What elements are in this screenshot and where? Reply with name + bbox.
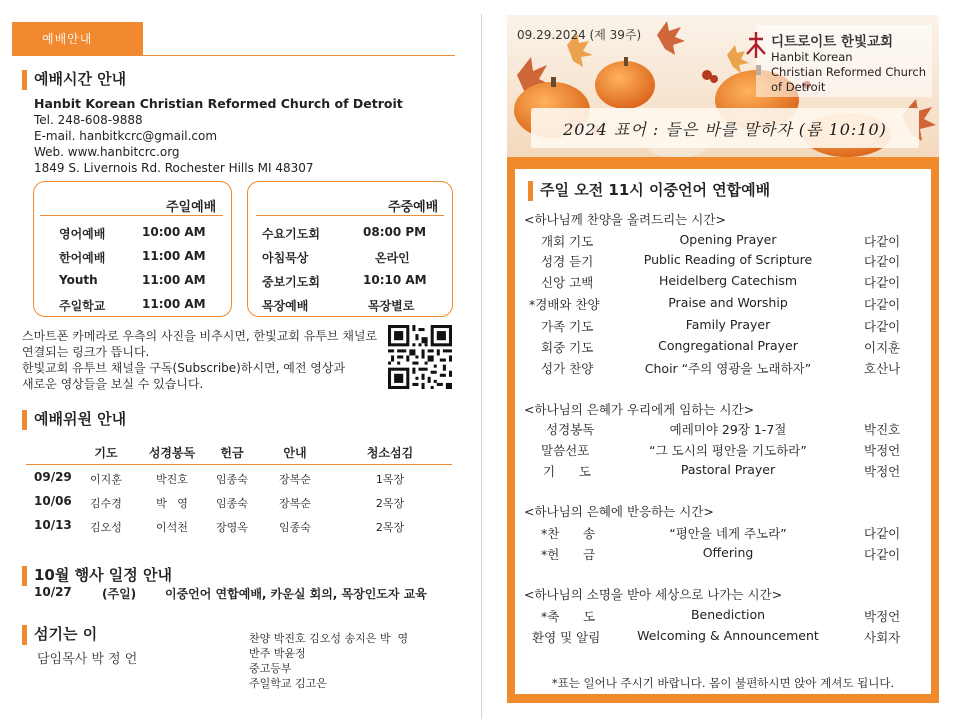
liturgy-kr: 회중 기도 xyxy=(541,340,594,355)
liturgy-en: Welcoming & Announcement xyxy=(637,628,819,643)
staff-cell: 장영옥 xyxy=(216,521,248,534)
sunday-box-title: 주일예배 xyxy=(166,200,217,215)
youtube-text-line: 연결되는 링크가 뜹니다. xyxy=(22,345,150,359)
liturgy-en: “그 도시의 평안을 기도하라” xyxy=(649,443,807,458)
liturgy-en: Offering xyxy=(702,545,754,560)
sunday-row-time: 11:00 AM xyxy=(142,297,206,311)
weekday-row-time: 08:00 PM xyxy=(363,225,427,239)
liturgy-leader: 다같이 xyxy=(864,319,901,334)
servant-line: 반주 박윤정 xyxy=(249,647,306,660)
liturgy-leader: 사회자 xyxy=(864,630,901,645)
sunday-row-time: 10:00 AM xyxy=(142,225,206,239)
page-divider xyxy=(481,14,482,719)
liturgy-en: Family Prayer xyxy=(685,317,771,332)
liturgy-leader: 박정언 xyxy=(864,609,901,624)
service-heading xyxy=(528,179,770,201)
events-heading-text: 10월 행사 일정 안내 xyxy=(34,566,172,584)
servants-heading xyxy=(22,623,97,645)
staff-cell: 이석천 xyxy=(156,521,188,534)
liturgy-en: Pastoral Prayer xyxy=(680,462,776,477)
staff-cell: 장복순 xyxy=(279,473,311,486)
weekday-title-underline xyxy=(256,215,444,216)
liturgy-kr: 개회 기도 xyxy=(541,234,594,249)
staff-cell: 임종숙 xyxy=(279,521,311,534)
youtube-text-line: 새로운 영상들을 보실 수 있습니다. xyxy=(22,377,204,391)
servant-line: 찬양 박진호 김오성 송지은 박 영 xyxy=(249,632,409,645)
church-name-en-line: Christian Reformed Church xyxy=(771,65,927,79)
liturgy-leader: 다같이 xyxy=(864,254,901,269)
liturgy-en: Benediction xyxy=(690,607,766,622)
weekday-row-name: 수요기도회 xyxy=(262,227,320,241)
liturgy-kr: 성경 듣기 xyxy=(541,254,594,269)
staff-header-prayer: 기도 xyxy=(94,446,118,460)
liturgy-kr: *경배와 찬양 xyxy=(529,297,600,312)
staff-heading xyxy=(22,408,126,430)
liturgy-kr: *축 도 xyxy=(541,609,596,624)
liturgy-en: Public Reading of Scripture xyxy=(643,252,813,267)
yearly-motto: 2024 표어 : 들은 바를 말하자 (롬 10:10) xyxy=(563,120,887,139)
church-name-en-line: Hanbit Korean xyxy=(771,50,853,64)
church-email: E-mail. hanbitkcrc@gmail.com xyxy=(34,129,218,143)
section-title: <하나님의 은혜가 우리에게 임하는 시간> xyxy=(524,402,755,417)
staff-table-rule xyxy=(26,464,452,465)
liturgy-leader: 다같이 xyxy=(864,547,901,562)
tab-divider xyxy=(143,55,455,56)
service-heading-bar xyxy=(528,181,533,201)
liturgy-leader: 박진호 xyxy=(864,422,901,437)
church-name-kr: 디트로이트 한빛교회 xyxy=(771,34,894,50)
youtube-text-line: 스마트폰 카메라로 우측의 사진을 비추시면, 한빛교회 유투브 채널로 xyxy=(22,329,378,343)
sunday-title-underline xyxy=(40,215,223,216)
servants-heading-text: 섬기는 이 xyxy=(34,625,98,643)
weekday-row-time: 목장별로 xyxy=(368,299,415,313)
youtube-text-line: 한빛교회 유투브 채널을 구독(Subscribe)하시면, 예전 영상과 xyxy=(22,361,346,375)
staff-cell: 임종숙 xyxy=(216,497,248,510)
weekday-row-name: 중보기도회 xyxy=(262,275,320,289)
event-date: 10/27 xyxy=(34,585,72,599)
staff-cell: 장복순 xyxy=(279,497,311,510)
events-heading xyxy=(22,564,172,586)
worship-times-heading xyxy=(22,68,126,90)
staff-cell: 2목장 xyxy=(375,497,405,510)
weekday-row-name: 목장예배 xyxy=(262,299,309,313)
staff-cell: 김수경 xyxy=(90,497,122,510)
staff-cell: 2목장 xyxy=(375,521,405,534)
servant-line: 주일학교 김고은 xyxy=(249,677,327,690)
church-tel: Tel. 248-608-9888 xyxy=(34,113,143,127)
liturgy-en: “평안을 네게 주노라” xyxy=(669,526,787,541)
sunday-row-name: 한어예배 xyxy=(59,251,106,265)
staff-row-date: 10/13 xyxy=(34,518,72,532)
staff-header-cleaning: 청소섬김 xyxy=(366,446,414,460)
staff-row-date: 10/06 xyxy=(34,494,72,508)
sunday-row-name: 영어예배 xyxy=(59,227,106,241)
staff-cell: 임종숙 xyxy=(216,473,248,486)
sunday-row-name: 주일학교 xyxy=(59,299,106,313)
church-web: Web. www.hanbitcrc.org xyxy=(34,145,180,159)
church-name-en-line: of Detroit xyxy=(771,80,826,94)
staff-cell: 박 영 xyxy=(156,497,188,510)
liturgy-leader: 다같이 xyxy=(864,526,901,541)
liturgy-en: Opening Prayer xyxy=(679,232,777,247)
liturgy-kr: 말씀선포 xyxy=(541,443,590,458)
staff-cell: 1목장 xyxy=(375,473,405,486)
staff-cell: 김오성 xyxy=(90,521,122,534)
liturgy-kr: 성경봉독 xyxy=(546,422,595,437)
liturgy-kr: *헌 금 xyxy=(541,547,596,562)
liturgy-en: Heidelberg Catechism xyxy=(658,273,798,288)
section-title: <하나님께 찬양을 올려드리는 시간> xyxy=(524,212,726,227)
liturgy-leader: 다같이 xyxy=(864,275,901,290)
liturgy-en: Choir “주의 영광을 노래하자” xyxy=(644,361,812,376)
qr-code-icon[interactable] xyxy=(388,325,452,389)
liturgy-kr: *찬 송 xyxy=(541,526,596,541)
liturgy-en: 예레미야 29장 1-7절 xyxy=(669,422,787,437)
liturgy-kr: 기 도 xyxy=(543,464,591,479)
liturgy-leader: 이지훈 xyxy=(864,340,901,355)
liturgy-en: Congregational Prayer xyxy=(658,338,798,353)
sunday-row-time: 11:00 AM xyxy=(142,249,206,263)
standing-note: *표는 일어나 주시기 바랍니다. 몸이 불편하시면 앉아 계셔도 됩니다. xyxy=(551,676,895,690)
weekday-row-time: 온라인 xyxy=(375,251,410,265)
section-tab: 예배안내 xyxy=(12,22,143,56)
liturgy-kr: 신앙 고백 xyxy=(541,275,594,290)
church-address: 1849 S. Livernois Rd. Rochester Hills MI 48307 xyxy=(34,161,314,175)
liturgy-leader: 호산나 xyxy=(864,361,901,376)
event-day: (주일) xyxy=(102,587,137,601)
liturgy-leader: 박정언 xyxy=(864,464,901,479)
staff-header-usher: 안내 xyxy=(283,446,307,460)
sunday-row-name: Youth xyxy=(59,273,98,287)
worship-times-heading-text: 예배시간 안내 xyxy=(34,70,127,88)
staff-cell: 박진호 xyxy=(156,473,188,486)
liturgy-kr: 가족 기도 xyxy=(541,319,594,334)
weekday-row-time: 10:10 AM xyxy=(363,273,427,287)
staff-header-offering: 헌금 xyxy=(220,446,244,460)
church-cross-logo-icon xyxy=(745,30,767,60)
church-name-en: Hanbit Korean Christian Reformed Church of Detroit xyxy=(34,96,403,111)
liturgy-leader: 박정언 xyxy=(864,443,901,458)
event-description: 이중언어 연합예배, 카운실 회의, 목장인도자 교육 xyxy=(165,587,427,601)
staff-row-date: 09/29 xyxy=(34,470,72,484)
staff-header-reading: 성경봉독 xyxy=(148,446,196,460)
liturgy-kr: 성가 찬양 xyxy=(541,361,594,376)
servant-line: 중고등부 xyxy=(249,662,292,675)
staff-cell: 이지훈 xyxy=(90,473,122,486)
section-title: <하나님의 소명을 받아 세상으로 나가는 시간> xyxy=(524,587,783,602)
section-title: <하나님의 은혜에 반응하는 시간> xyxy=(524,504,714,519)
liturgy-en: Praise and Worship xyxy=(668,295,788,310)
liturgy-leader: 다같이 xyxy=(864,234,901,249)
liturgy-kr: 환영 및 알림 xyxy=(532,630,601,645)
service-heading-text: 주일 오전 11시 이중언어 연합예배 xyxy=(540,181,771,199)
weekday-row-name: 아침묵상 xyxy=(262,251,309,265)
weekday-box-title: 주중예배 xyxy=(388,200,439,215)
senior-pastor: 담임목사 박 정 언 xyxy=(37,652,138,667)
staff-heading-text: 예배위원 안내 xyxy=(34,410,127,428)
issue-date: 09.29.2024 (제 39주) xyxy=(517,28,642,42)
liturgy-leader: 다같이 xyxy=(864,297,901,312)
sunday-row-time: 11:00 AM xyxy=(142,273,206,287)
